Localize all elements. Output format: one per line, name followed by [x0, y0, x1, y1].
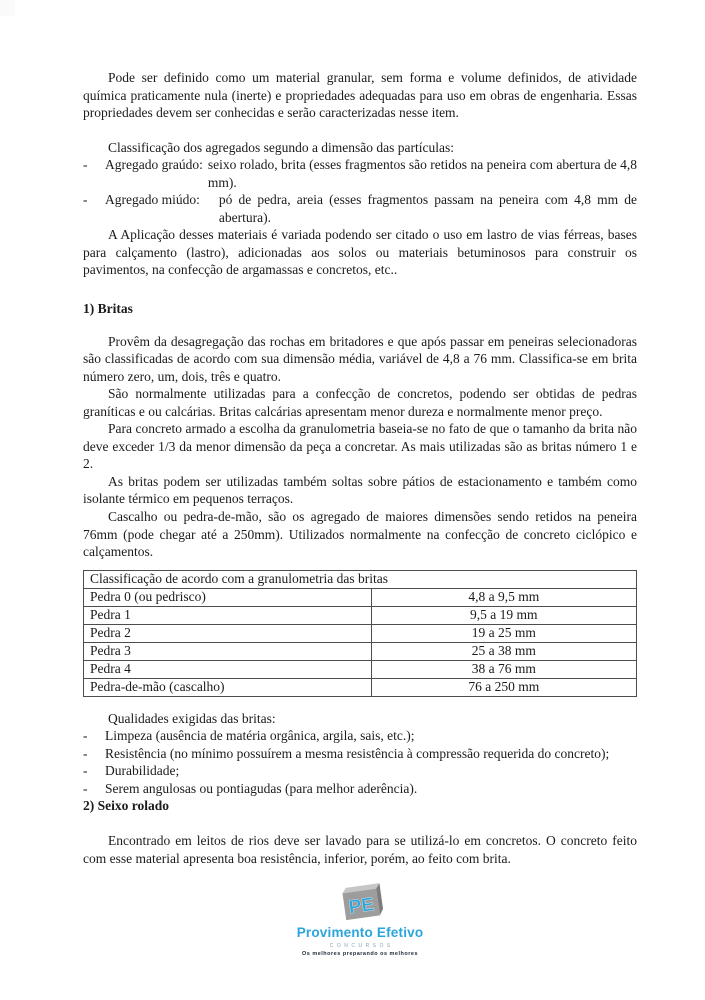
table-row [84, 660, 637, 678]
britas-paragraph: São normalmente utilizadas para a confecção de concretos, podendo ser obtidas de pedras graníticas e ou calcárias. Britas calcárias apresentam menor dureza e normalmente menor preço. [83, 386, 637, 419]
britas-paragraph: Provêm da desagregação das rochas em britadores e que após passar em peneiras selecionadoras são classificadas de acordo com sua dimensão média, variável de 4,8 a 76 mm. Classifica-se em brita número zero, um, dois, três e quatro. [83, 333, 637, 384]
britas-paragraph: Cascalho ou pedra-de-mão, são os agregado de maiores dimensões sendo retidos na peneira 76mm (pode chegar até a 250mm). Utilizados normalmente na confecção de concreto ciclópico e calçamentos. [83, 509, 637, 560]
quality-text: Limpeza (ausência de matéria orgânica, argila, sais, etc.); [105, 728, 415, 744]
brand-tagline: Os melhores preparando os melhores [301, 951, 419, 958]
britas-paragraph: As britas podem ser utilizadas também soltas sobre pátios de estacionamento e também como isolante térmico em pequenos terraços. [83, 473, 637, 507]
size-range-cell: 9,5 a 19 mm [371, 606, 636, 624]
quality-text: Resistência (no mínimo possuírem a mesma resistência à compressão requerida do concreto); [105, 745, 610, 761]
list-item [83, 780, 637, 798]
aggregate-term: Agregado miúdo: [105, 192, 200, 208]
bullet-dash: - [83, 763, 88, 779]
aggregate-term: Agregado graúdo: [105, 157, 203, 173]
classification-title: Classificação dos agregados segundo a dimensão das partículas: [108, 139, 455, 155]
stone-name-cell: Pedra 2 [84, 624, 372, 642]
table-header-cell: Classificação de acordo com a granulometria das britas [84, 570, 637, 588]
scan-artifact [0, 0, 15, 16]
stone-name-cell: Pedra 0 (ou pedrisco) [84, 588, 372, 606]
stone-name-cell: Pedra 1 [84, 606, 372, 624]
qualities-title: Qualidades exigidas das britas: [108, 710, 276, 726]
granulometry-table [83, 570, 637, 697]
list-item [83, 727, 637, 745]
quality-text: Serem angulosas ou pontiagudas (para melhor aderência). [105, 780, 418, 796]
size-range-cell: 19 a 25 mm [371, 624, 636, 642]
blank-line [83, 122, 637, 139]
table-header-row [84, 570, 637, 588]
application-paragraph: A Aplicação desses materiais é variada podendo ser citado o uso em lastro de vias férreas, bases para calçamento (lastro), adicionadas aos solos ou materiais betuminosos para construir os pavimentos, na confecção de argamassas e concretos, etc.. [83, 227, 637, 278]
britas-paragraph: Para concreto armado a escolha da granulometria baseia-se no fato de que o tamanho da brita não deve exceder 1/3 da menor dimensão da peça a concretar. As mais utilizadas são as britas número 1 e 2. [83, 421, 637, 472]
brand-name: Provimento Efetivo [296, 925, 424, 941]
table-row [84, 606, 637, 624]
bullet-dash: - [83, 745, 88, 761]
size-range-cell: 76 a 250 mm [371, 678, 636, 696]
aggregate-description: pó de pedra, areia (esses fragmentos passam na peneira com 4,8 mm de abertura). [218, 192, 637, 225]
list-item [83, 745, 637, 763]
size-range-cell: 38 a 76 mm [371, 660, 636, 678]
seixo-paragraph: Encontrado em leitos de rios deve ser lavado para se utilizá-lo em concretos. O concreto feito com esse material apresenta boa resistência, inferior, porém, ao feito com brita. [83, 832, 637, 866]
table-row [84, 624, 637, 642]
size-range-cell: 4,8 a 9,5 mm [371, 588, 636, 606]
cube-letters: PE [347, 894, 376, 919]
bullet-dash: - [83, 192, 88, 208]
list-item [83, 191, 637, 226]
section-heading-seixo: 2) Seixo rolado [83, 798, 170, 814]
table-row [84, 588, 637, 606]
brand-category: CONCURSOS [329, 942, 394, 949]
list-item [83, 762, 637, 780]
stone-name-cell: Pedra 3 [84, 642, 372, 660]
bullet-dash: - [83, 780, 88, 796]
provimento-efetivo-logo [83, 881, 637, 958]
table-row [84, 642, 637, 660]
bullet-dash: - [83, 728, 88, 744]
size-range-cell: 25 a 38 mm [371, 642, 636, 660]
stone-name-cell: Pedra-de-mão (cascalho) [84, 678, 372, 696]
aggregate-description: seixo rolado, brita (esses fragmentos são retidos na peneira com abertura de 4,8 mm). [207, 157, 637, 190]
list-item [83, 156, 637, 191]
intro-paragraph: Pode ser definido como um material granular, sem forma e volume definidos, de atividade química praticamente nula (inerte) e propriedades adequadas para uso em obras de engenharia. Essas propriedades devem ser conhecidas e serão caracterizadas nesse item. [83, 70, 637, 121]
stone-name-cell: Pedra 4 [84, 660, 372, 678]
cube-logo-icon [331, 881, 389, 923]
section-heading-britas: 1) Britas [83, 301, 133, 317]
bullet-dash: - [83, 157, 88, 173]
table-row [84, 678, 637, 696]
quality-text: Durabilidade; [105, 763, 180, 779]
